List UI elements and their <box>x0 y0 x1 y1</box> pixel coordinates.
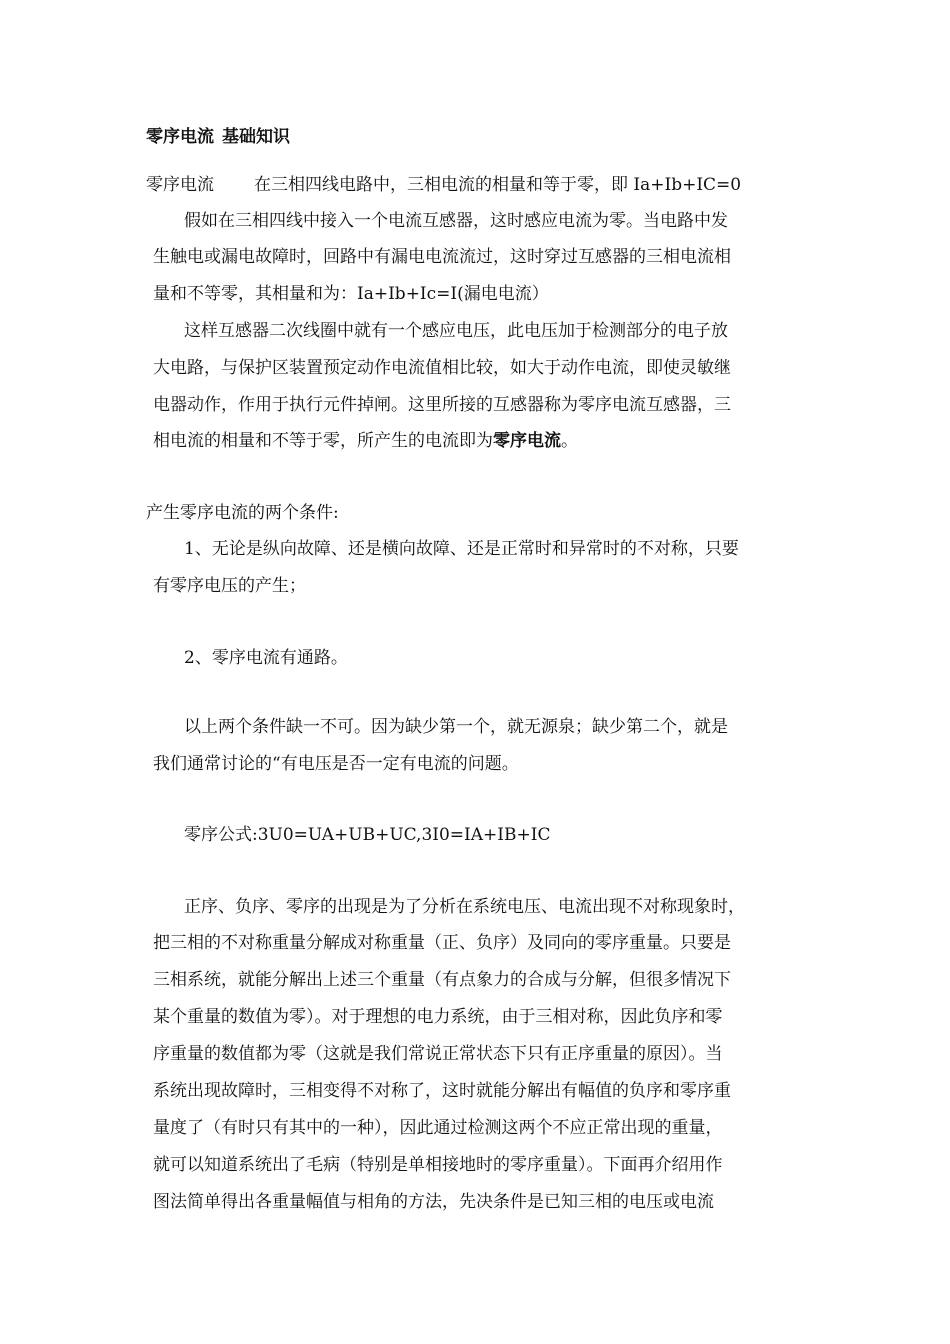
para2-line-2: 大电路，与保护区装置预定动作电流值相比较，如大于动作电流，即使灵敏继 <box>153 358 731 378</box>
para4-line-3: 三相系统，就能分解出上述三个重量（有点象力的合成与分解，但很多情况下 <box>153 970 731 990</box>
title-part-1: 零序电流 <box>146 127 214 147</box>
para2-last-suffix: 。 <box>561 431 578 451</box>
para3-line-2: 我们通常讨论的“有电压是否一定有电流的问题。 <box>153 754 519 774</box>
condition1-line-2: 有零序电压的产生； <box>153 576 306 596</box>
condition1-line-1: 1、无论是纵向故障、还是横向故障、还是正常时和异常时的不对称，只要 <box>184 539 739 559</box>
para4-line-2: 把三相的不对称重量分解成对称重量（正、负序）及同向的零序重量。只要是 <box>153 933 731 953</box>
para1-line-2: 生触电或漏电故障时，回路中有漏电电流流过，这时穿过互感器的三相电流相 <box>153 247 731 267</box>
para4-line-8: 就可以知道系统出了毛病（特别是单相接地时的零序重量）。下面再介绍用作 <box>153 1155 723 1175</box>
para1-line-1: 假如在三相四线中接入一个电流互感器，这时感应电流为零。当电路中发 <box>184 211 728 231</box>
para2-line-4 <box>153 431 578 451</box>
para3-line-1: 以上两个条件缺一不可。因为缺少第一个，就无源泉；缺少第二个，就是 <box>184 717 728 737</box>
zero-sequence-current-bold: 零序电流 <box>493 431 561 451</box>
para2-line-1: 这样互感器二次线圈中就有一个感应电压，此电压加于检测部分的电子放 <box>184 321 728 341</box>
title-part-2: 基础知识 <box>222 127 290 147</box>
para4-line-6: 系统出现故障时，三相变得不对称了，这时就能分解出有幅值的负序和零序重 <box>153 1081 731 1101</box>
conditions-heading: 产生零序电流的两个条件: <box>146 503 339 523</box>
document-title <box>146 127 290 147</box>
para4-line-5: 序重量的数值都为零（这就是我们常说正常状态下只有正序重量的原因）。当 <box>153 1044 723 1064</box>
condition2: 2、零序电流有通路。 <box>184 648 348 668</box>
para4-line-7: 量度了（有时只有其中的一种），因此通过检测这两个不应正常出现的重量， <box>153 1118 723 1138</box>
para2-line-3: 电器动作，作用于执行元件掉闸。这里所接的互感器称为零序电流互感器，三 <box>153 395 731 415</box>
para2-last-prefix: 相电流的相量和不等于零，所产生的电流即为 <box>153 431 493 451</box>
formula: 零序公式:3U0=UA+UB+UC,3I0=IA+IB+IC <box>184 825 551 845</box>
para4-line-9: 图法简单得出各重量幅值与相角的方法，先决条件是已知三相的电压或电流 <box>153 1192 714 1212</box>
intro-text: 在三相四线电路中，三相电流的相量和等于零，即 Ia+Ib+IC=0 <box>254 175 742 195</box>
intro-label: 零序电流 <box>146 175 214 195</box>
para1-line-3: 量和不等零，其相量和为：Ia+Ib+Ic=I(漏电电流） <box>153 284 549 304</box>
para4-line-1: 正序、负序、零序的出现是为了分析在系统电压、电流出现不对称现象时， <box>184 897 745 917</box>
intro-line <box>146 175 741 195</box>
para4-line-4: 某个重量的数值为零）。对于理想的电力系统，由于三相对称，因此负序和零 <box>153 1007 723 1027</box>
